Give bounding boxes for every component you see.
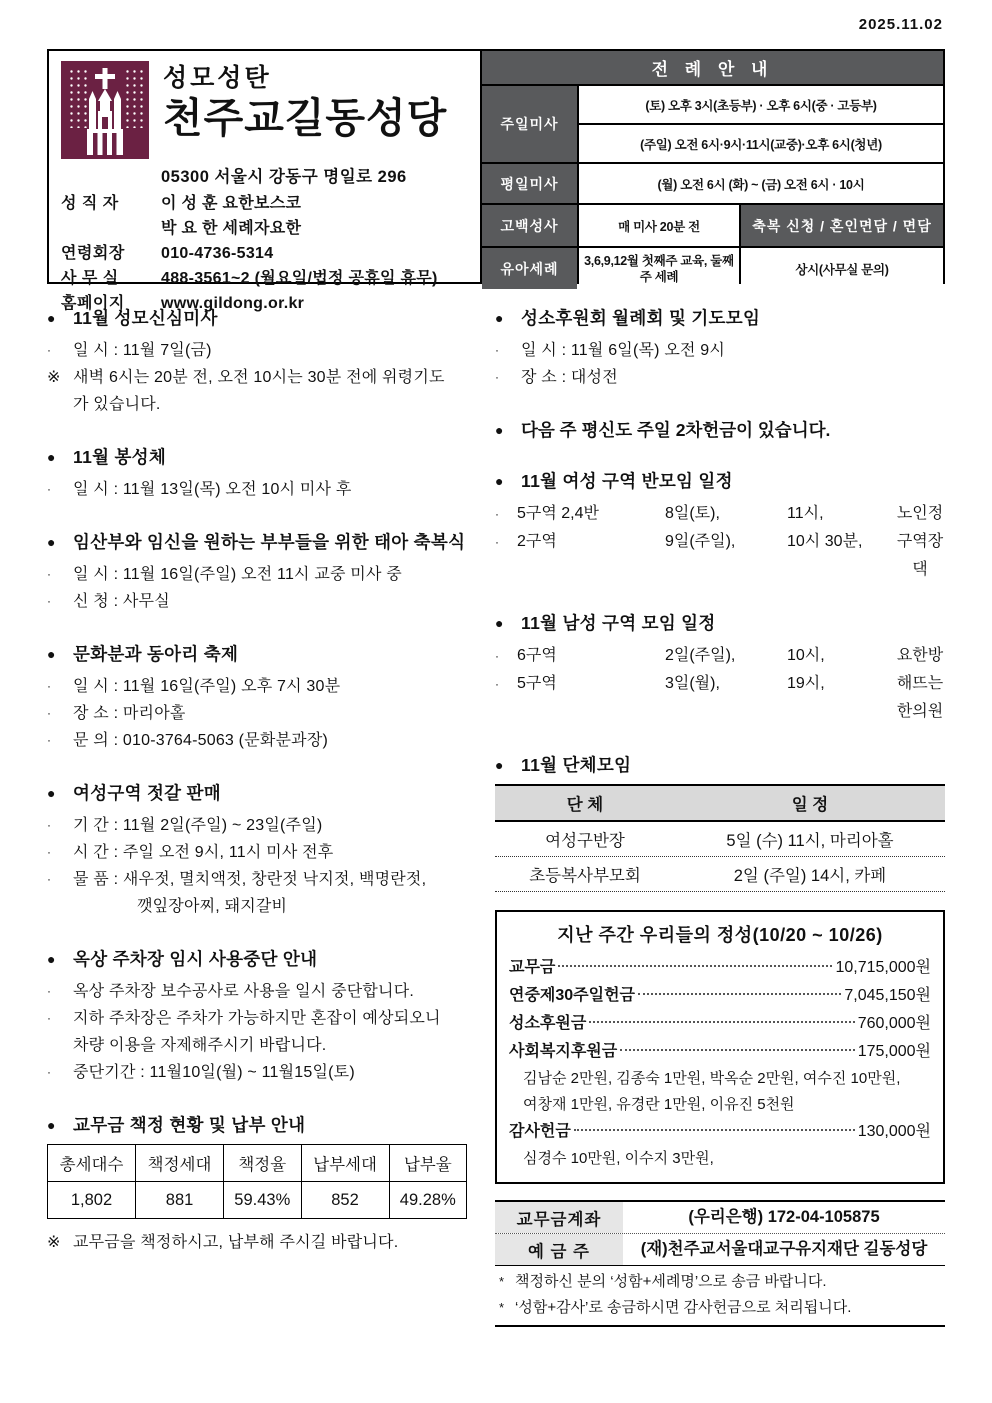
dot-leader — [638, 993, 841, 995]
dot-icon: · — [47, 984, 52, 998]
right-column — [495, 306, 945, 1327]
cell-schedule: 5일 (수) 11시, 마리아홀 — [726, 832, 894, 850]
header-box — [47, 49, 945, 312]
dot-icon: · — [47, 845, 52, 859]
dot-icon: · — [47, 1011, 52, 1025]
dot-leader — [589, 1021, 854, 1023]
brand — [61, 61, 472, 159]
cell-group: 여성구반장 — [545, 832, 625, 850]
cell-paid-households: 852 — [301, 1182, 389, 1219]
bullet-icon: ● — [495, 757, 504, 773]
dot-icon: · — [47, 594, 52, 608]
item-text: 문 의 : 010-3764-5063 (문화분과장) — [73, 732, 329, 749]
schedule-label-weekday-mass: 평일미사 — [482, 164, 577, 203]
zone-time: 10시 30분, — [787, 533, 863, 550]
item-text: 신 청 : 사무실 — [73, 593, 170, 610]
bullet-icon: ● — [47, 534, 56, 550]
zone-place: 구역장댁 — [896, 533, 944, 578]
section-title: 11월 여성 구역 반모임 일정 — [521, 471, 733, 491]
offering-title: 지난 주간 우리들의 정성(10/20 ~ 10/26) — [557, 925, 883, 945]
zone-name: 5구역 2,4반 — [517, 505, 599, 522]
offering-entry — [509, 1010, 931, 1038]
cell-payment-rate: 49.28% — [389, 1182, 466, 1219]
tithe-assessment-table — [47, 1144, 467, 1219]
account-notes — [495, 1266, 945, 1325]
zone-date: 3일(월), — [665, 675, 720, 692]
cell-schedule: 2일 (주일) 14시, 카페 — [733, 867, 887, 885]
dot-icon: · — [47, 482, 52, 496]
item-text: 일 시 : 11월 16일(주일) 오후 7시 30분 — [73, 678, 341, 695]
bulletin-date: 2025.11.02 — [858, 16, 943, 33]
parish-titles — [163, 61, 447, 159]
zone-date: 8일(토), — [665, 505, 720, 522]
dot-icon: · — [47, 818, 52, 832]
church-logo-icon — [61, 61, 149, 159]
section-title: 문화분과 동아리 축제 — [73, 644, 239, 664]
note-text: 책정하신 분의 ‘성함+세례명’으로 송금 바랍니다. — [515, 1273, 827, 1290]
table-row — [48, 1182, 467, 1219]
dot-icon: · — [47, 679, 52, 693]
bullet-icon: ● — [495, 422, 504, 438]
zone-meeting-row — [495, 528, 945, 584]
item-text: 장 소 : 마리아홀 — [73, 705, 186, 722]
liturgy-schedule-table — [480, 51, 943, 282]
item-text: 장 소 : 대성전 — [521, 369, 618, 386]
schedule-label-sunday-mass: 주일미사 — [482, 86, 577, 162]
section-women-zone-meetings — [495, 469, 945, 584]
zone-place: 해뜨는한의원 — [896, 675, 944, 720]
main-content — [47, 306, 945, 1327]
second-collection-notice — [495, 418, 945, 442]
parish-address: 05300 서울시 강동구 명일로 296 — [161, 168, 407, 186]
table-header-row — [495, 786, 945, 822]
section-title: 11월 단체모임 — [521, 755, 632, 775]
section-title: 11월 남성 구역 모임 일정 — [521, 613, 716, 633]
contact-label — [61, 216, 161, 241]
star-icon: * — [499, 1300, 505, 1315]
parish-info-panel — [49, 51, 480, 312]
bullet-icon: ● — [47, 646, 56, 662]
section-title: 임산부와 임신을 원하는 부부들을 위한 태아 축복식 — [73, 532, 466, 552]
contact-value: 010-4736-5314 — [161, 245, 274, 262]
schedule-baptism: 3,6,9,12월 첫째주 교육, 둘째주 세례 — [579, 248, 739, 289]
zone-place: 요한방 — [896, 647, 944, 664]
zone-time: 10시, — [787, 647, 825, 664]
item-text: 중단기간 : 11월10일(월) ~ 11월15일(토) — [73, 1064, 355, 1081]
item-text: 차량 이용을 자제해주시기 바랍니다. — [73, 1037, 327, 1054]
bullet-icon: ● — [495, 310, 504, 326]
cell-pledged-households: 881 — [136, 1182, 224, 1219]
offering-entry — [509, 954, 931, 982]
account-note — [499, 1269, 943, 1295]
zone-place: 노인정 — [896, 505, 944, 522]
item-text: 일 시 : 11월 16일(주일) 오전 11시 교중 미사 중 — [73, 566, 402, 583]
dot-leader — [574, 1129, 855, 1131]
section-culture-festival — [47, 642, 467, 754]
offering-label: 연중제30주일헌금 — [509, 987, 635, 1004]
weekly-offering-box — [495, 910, 945, 1184]
ref-icon: ※ — [47, 1234, 61, 1251]
table-row — [495, 822, 945, 857]
account-row — [495, 1202, 945, 1234]
star-icon: * — [499, 1274, 505, 1289]
ref-icon: ※ — [47, 369, 61, 386]
dot-icon: · — [495, 343, 500, 357]
contact-list — [61, 191, 472, 316]
bullet-icon: ● — [47, 951, 56, 967]
item-text: 기 간 : 11월 2일(주일) ~ 23일(주일) — [73, 817, 323, 834]
schedule-blessing: 축복 신청 / 혼인면담 / 면담 — [741, 205, 943, 246]
item-text: 깻잎장아찌, 돼지갈비 — [137, 898, 288, 915]
bullet-icon: ● — [47, 1117, 56, 1133]
contact-label: 사 무 실 — [61, 270, 119, 287]
schedule-baptism-right: 상시(사무실 문의) — [741, 248, 943, 289]
item-text: 일 시 : 11월 13일(목) 오전 10시 미사 후 — [73, 481, 352, 498]
schedule-title: 전 례 안 내 — [482, 51, 943, 84]
dot-icon: · — [47, 733, 52, 747]
offering-entry — [509, 1118, 931, 1146]
account-number: (우리은행) 172-04-105875 — [688, 1208, 880, 1226]
item-text: 교무금을 책정하시고, 납부해 주시길 바랍니다. — [73, 1234, 399, 1251]
dot-icon: · — [495, 507, 499, 521]
offering-label: 사회복지후원금 — [509, 1043, 618, 1060]
offering-entry — [509, 982, 931, 1010]
contact-value: 박 요 한 세례자요한 — [161, 220, 302, 237]
table-header-row — [48, 1145, 467, 1182]
contact-label: 성 직 자 — [61, 195, 119, 212]
zone-name: 5구역 — [517, 675, 557, 692]
dot-leader — [620, 1049, 855, 1051]
col-header: 책정세대 — [136, 1145, 224, 1182]
col-header-group: 단 체 — [566, 796, 604, 814]
zone-name: 6구역 — [517, 647, 557, 664]
contact-row-clergy — [61, 191, 472, 216]
donor-detail-line: 심경수 10만원, 이수지 3만원, — [523, 1150, 714, 1167]
left-column — [47, 306, 467, 1327]
donor-detail-line: 김남순 2만원, 김종숙 1만원, 박옥순 2만원, 여수진 10만원, — [523, 1070, 901, 1087]
homepage-url: www.gildong.or.kr — [161, 295, 305, 312]
section-group-meetings — [495, 753, 945, 892]
bullet-icon: ● — [495, 615, 504, 631]
note-text: ‘성함+감사’로 송금하시면 감사헌금으로 처리됩니다. — [515, 1299, 852, 1316]
contact-label: 홈페이지 — [61, 295, 125, 312]
contact-label: 연령회장 — [61, 245, 125, 262]
col-header: 책정율 — [224, 1145, 301, 1182]
schedule-confession: 매 미사 20분 전 — [579, 205, 739, 246]
account-label: 예 금 주 — [495, 1234, 623, 1265]
item-text: 지하 주차장은 주차가 가능하지만 혼잡이 예상되오니 — [73, 1010, 441, 1027]
schedule-label-confession: 고백성사 — [482, 205, 577, 246]
dot-icon: · — [47, 343, 52, 357]
zone-meeting-row — [495, 500, 945, 528]
cell-total-households: 1,802 — [48, 1182, 136, 1219]
zone-date: 2일(주일), — [665, 647, 736, 664]
section-vocation-meeting — [495, 306, 945, 391]
account-label: 교무금계좌 — [495, 1202, 623, 1233]
contact-value: 488-3561~2 (월요일/법정 공휴일 휴무) — [161, 270, 438, 287]
col-header: 총세대수 — [48, 1145, 136, 1182]
bullet-icon: ● — [495, 473, 504, 489]
parish-title-large: 천주교길동성당 — [163, 95, 448, 141]
dot-icon: · — [495, 370, 500, 384]
col-header-schedule: 일 정 — [791, 796, 829, 814]
item-text: 시 간 : 주일 오전 9시, 11시 미사 전후 — [73, 844, 334, 861]
item-text: 일 시 : 11월 6일(목) 오전 9시 — [521, 342, 726, 359]
offering-amount: 130,000원 — [857, 1123, 931, 1140]
cell-pledge-rate: 59.43% — [224, 1182, 301, 1219]
item-text: 새벽 6시는 20분 전, 오전 10시는 30분 전에 위령기도 — [73, 369, 445, 386]
cell-group: 초등복사부모회 — [529, 867, 641, 885]
section-jeotgal-sale — [47, 781, 467, 920]
offering-label: 교무금 — [509, 959, 556, 976]
item-text: 옥상 주차장 보수공사로 사용을 일시 중단합니다. — [73, 983, 414, 1000]
item-text: 일 시 : 11월 7일(금) — [73, 342, 212, 359]
donor-detail-line: 여창재 1만원, 유경란 1만원, 이유진 5천원 — [523, 1096, 795, 1113]
zone-name: 2구역 — [517, 533, 557, 550]
schedule-sunday-line2: (주일) 오전 6시·9시·11시(교중)·오후 6시(청년) — [579, 125, 943, 162]
dot-icon: · — [495, 649, 499, 663]
schedule-label-infant-baptism: 유아세례 — [482, 248, 577, 289]
schedule-weekday: (월) 오전 6시 (화) ~ (금) 오전 6시 · 10시 — [579, 164, 943, 203]
offering-label: 성소후원금 — [509, 1015, 587, 1032]
section-title: 옥상 주차장 임시 사용중단 안내 — [73, 949, 318, 969]
section-title: 교무금 책정 현황 및 납부 안내 — [73, 1115, 306, 1135]
section-title: 11월 봉성체 — [73, 447, 167, 467]
parish-title-small: 성모성탄 — [163, 64, 272, 92]
offering-amount: 175,000원 — [857, 1043, 931, 1060]
bullet-icon: ● — [47, 449, 56, 465]
table-row — [495, 857, 945, 892]
dot-icon: · — [495, 535, 499, 549]
group-meetings-table — [495, 784, 945, 892]
dot-icon: · — [47, 567, 52, 581]
zone-time: 11시, — [787, 505, 824, 522]
account-note — [499, 1295, 943, 1321]
section-title: 11월 성모신심미사 — [73, 308, 218, 328]
item-text: 가 있습니다. — [73, 396, 161, 413]
notice-text: 다음 주 평신도 주일 2차헌금이 있습니다. — [521, 420, 831, 440]
zone-meeting-row — [495, 670, 945, 726]
section-communion-sick — [47, 445, 467, 503]
contact-value: 이 성 훈 요한보스코 — [161, 195, 302, 212]
zone-date: 9일(주일), — [665, 533, 736, 550]
dot-icon: · — [47, 1065, 52, 1079]
section-parking-closure — [47, 947, 467, 1086]
account-holder: (재)천주교서울대교구유지재단 길동성당 — [640, 1240, 928, 1258]
bullet-icon: ● — [47, 785, 56, 801]
item-text: 물 품 : 새우젓, 멸치액젓, 창란젓 낙지젓, 백명란젓, — [73, 871, 427, 888]
dot-icon: · — [495, 677, 499, 691]
contact-row-office — [61, 266, 472, 291]
col-header: 납부율 — [389, 1145, 466, 1182]
bullet-icon: ● — [47, 310, 56, 326]
section-title: 여성구역 젓갈 판매 — [73, 783, 221, 803]
dot-icon: · — [47, 872, 52, 886]
offering-amount: 10,715,000원 — [835, 959, 931, 976]
zone-meeting-row — [495, 642, 945, 670]
contact-row-society — [61, 241, 472, 266]
section-marian-mass — [47, 306, 467, 418]
offering-entry — [509, 1038, 931, 1066]
section-fetus-blessing — [47, 530, 467, 615]
section-men-zone-meetings — [495, 611, 945, 726]
contact-row-clergy2 — [61, 216, 472, 241]
dot-leader — [558, 965, 832, 967]
zone-time: 19시, — [787, 675, 825, 692]
account-row — [495, 1234, 945, 1266]
offering-amount: 760,000원 — [857, 1015, 931, 1032]
offering-amount: 7,045,150원 — [844, 987, 931, 1004]
section-title: 성소후원회 월례회 및 기도모임 — [521, 308, 761, 328]
schedule-sunday-line1: (토) 오후 3시(초등부) · 오후 6시(중 · 고등부) — [579, 86, 943, 123]
section-tithe-status — [47, 1113, 467, 1256]
offering-label: 감사헌금 — [509, 1123, 571, 1140]
dot-icon: · — [47, 706, 52, 720]
col-header: 납부세대 — [301, 1145, 389, 1182]
tithe-account-box — [495, 1200, 945, 1327]
